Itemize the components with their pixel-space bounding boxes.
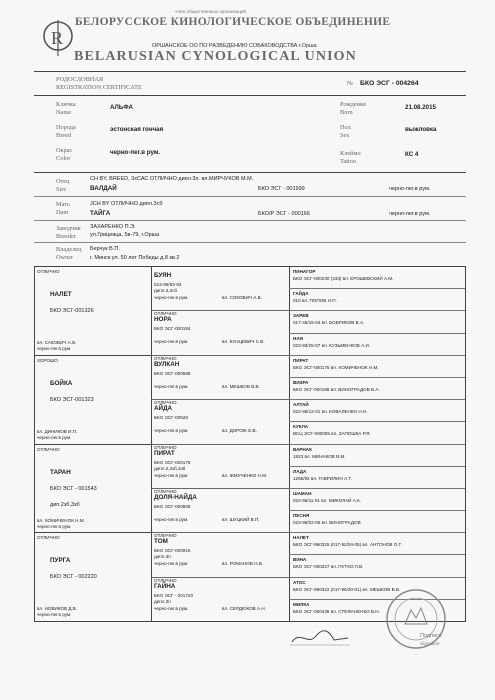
ped3-line: 023-93/25-07 вл. КУЗЬМЕНКОВ А.И. [293, 342, 371, 348]
ped2-name: ТОМ [154, 538, 168, 546]
tattoo-label-en: Tattoo [340, 158, 356, 165]
certificate-number: БКО ЭСГ - 004264 [360, 80, 419, 87]
sire-label-ru: Отец [56, 178, 70, 185]
ped2-name: БУЯН [154, 272, 172, 279]
ped2-reg: БКО ЭСГ-000184 [154, 326, 191, 332]
sire-color: черно-пег.в рум. [389, 186, 431, 192]
ped1-reg: БКО ЭСГ - 001543 [50, 485, 97, 492]
sire-reg: БКО ЭСГ - 001999 [258, 186, 305, 192]
breed-label-ru: Порода [56, 124, 76, 131]
ped1-color: черно-пег.в рум. [37, 523, 72, 529]
certificate-title-en: REGISTRATION CERTIFICATE [56, 84, 142, 91]
signature-label-ru: Подпись [420, 633, 442, 639]
ped3-name: ВАРНАК [293, 446, 312, 452]
org-name-en: BELARUSIAN CYNOLOGICAL UNION [74, 49, 357, 64]
ped3-name: НАЯ [293, 335, 303, 341]
ped2-grade: ОТЛИЧНО [154, 355, 177, 361]
sire-titles: CH BY, BREED, 3хСАС ОТЛИЧНО дипл.3п. вл.МИРЧУКОВ М.М. [90, 176, 254, 182]
ped3-name: АЛТАЙ [293, 402, 309, 408]
ped2-name: ВУЛКАН [154, 360, 180, 368]
ped3-name: ЛАДА [293, 468, 307, 474]
ped1-color: черно-пег.в рум. [37, 434, 72, 440]
born-label-en: Born [340, 109, 353, 116]
ped2-divider [151, 488, 289, 489]
ped2-color: черно-пег.в рум. [154, 605, 189, 611]
color-label-ru: Окрас [56, 147, 73, 154]
ped3-line: БКО ЭСГ-000175 вл. ХОМИЧЕНОК Н.М. [293, 364, 379, 370]
ped2-color: черно-пег.в рум. [154, 561, 189, 567]
ped3-line: 023-96/02-05 вл. ВИНОГРАДОВ [293, 520, 361, 526]
ped2-extra: дипл.3п [154, 554, 171, 560]
ped3-line: 1258/92 вл. ГАВРИЛИН А.Т. [293, 475, 352, 481]
ped2-extra: дипл.2п [154, 598, 171, 604]
ped3-divider [289, 510, 465, 511]
ped3-name: ГАЙДА [293, 291, 309, 297]
ped3-name: ПЕСНЯ [293, 513, 310, 519]
ped2-name: АЙДА [154, 405, 173, 413]
ped1-color: черно-пег.в рум. [37, 612, 72, 618]
ped2-divider [151, 310, 289, 311]
dam-label-en: Dam [56, 209, 69, 216]
ped2-color: черно-пег.в рум. [154, 295, 189, 300]
ped3-name: МИЛКА [293, 601, 310, 607]
dam-reg: БКО/Р ЭСГ - 000166 [258, 211, 310, 217]
ped3-divider [289, 288, 465, 289]
dog-color: черно-пег.в рум. [110, 149, 161, 156]
ped1-owner: вл. НОВИКОВ Д.В. [37, 606, 78, 612]
dog-tattoo: КС 4 [405, 151, 419, 158]
ped2-divider [151, 577, 289, 578]
dam-label-ru: Мать [56, 201, 70, 208]
ped2-owner: вл. СЕРДЮКОВ А.Н. [222, 605, 266, 611]
sire-name: ВАЛДАЙ [90, 185, 117, 192]
ped1-name: ТАРАН [50, 468, 71, 476]
ped2-reg: БКО ЭСГ - 001720 [154, 592, 194, 598]
ped2-divider [151, 532, 289, 533]
dam-titles: JCH BY ОТЛИЧНО дипл.3сб [90, 201, 163, 207]
ped2-grade: ОТЛИЧНО [154, 400, 177, 406]
ped2-reg: БКО ЭСГ-000588 [154, 370, 191, 376]
name-label-ru: Кличка [56, 101, 76, 108]
owner-address: г. Минск ул. 50 лет Победы д.8 кв.2 [90, 255, 180, 261]
owner-name: Берчук В.П. [90, 246, 120, 252]
owner-label-ru: Владелец [56, 246, 82, 253]
breeder-label-en: Breeder [56, 233, 76, 240]
ped2-reg: БКО ЭСГ-000175 [154, 459, 191, 465]
ped3-name: ПИНАГОР [293, 269, 316, 274]
ped1-grade: ОТЛИЧНО [37, 535, 60, 541]
breeder-name: ЗАХАРЕНКО П.Э. [90, 224, 136, 230]
ped3-divider [289, 310, 465, 311]
ped3-line: БКО ЭСГ-000227 вл. ПУТКО Л.В. [293, 564, 364, 570]
ped2-color: черно-пег.в рум. [154, 516, 189, 522]
svg-text:R: R [51, 28, 64, 48]
ped2-name: ГАЙНА [154, 582, 176, 590]
certificate-no-label: № [347, 80, 354, 87]
ped2-grade: ОТЛИЧНО [154, 444, 177, 450]
ped3-line: БКО ЭСГ-000436 вл. СТЕФАНЕНКО В.Н. [293, 608, 380, 614]
ped1-owner: вл. САКОВИЧ А.В. [37, 340, 77, 345]
ped2-divider [151, 355, 289, 356]
sire-label-en: Sire [56, 186, 67, 193]
ped3-divider [289, 355, 465, 356]
ped2-reg: БКО ЭСГ-000916 [154, 548, 191, 554]
certificate-title-ru: РОДОСЛОВНАЯ [56, 76, 104, 83]
ped3-divider [289, 577, 465, 578]
ped1-extra: дип.2зб,3зб [50, 501, 80, 508]
ped2-divider [151, 399, 289, 400]
ped2-name: ПИРАТ [154, 449, 175, 457]
org-name-ru: БЕЛОРУССКОЕ КИНОЛОГИЧЕСКОЕ ОБЪЕДИНЕНИЕ [75, 16, 391, 28]
ped2-extra: дипл.2,3сб [154, 288, 178, 293]
ped3-divider [289, 421, 465, 422]
ped1-owner: вл. ДИНИКОВ И.П. [37, 428, 78, 434]
dog-sex: выжловка [405, 126, 437, 133]
ped1-color: черно-пег.в рум. [37, 346, 72, 351]
ped1-reg: БКО ЭСГ - 002220 [50, 574, 97, 581]
ped3-name: ВИЗРА [293, 379, 309, 385]
ped1-name: НАЛЕТ [50, 291, 72, 298]
breed-label-en: Breed [56, 132, 72, 139]
ped2-owner: вл. СОКОВИЧ А.В. [222, 295, 262, 300]
ped3-name: КУКЛА [293, 424, 309, 430]
ped2-color: черно-пег.в рум. [154, 428, 189, 434]
ped2-grade: ОТЛИЧНО [154, 311, 177, 317]
bko-logo-icon [41, 18, 75, 58]
dog-name: АЛЬФА [110, 104, 133, 111]
breeder-label-ru: Заводчик [56, 225, 81, 232]
ped3-name: ПИРАТ [293, 357, 309, 363]
ped1-name: ПУРГА [50, 557, 71, 565]
ped3-line: 022-96/12-01 вл. КОВАЛЕНКО Н.Н. [293, 409, 368, 415]
ped3-line: БКО ЭСГ-000188 вл. ВИНОГРАДОВ В.А. [293, 386, 380, 392]
ped3-line: 022-96/11-01 вл. МИКОЛАЙ А.К. [293, 497, 362, 503]
ped2-grade: ОТЛИЧНО [154, 577, 177, 583]
ped1-grade: ОТЛИЧНО [37, 269, 60, 274]
ped2-name: ДОЛЯ-НАЙДА [154, 493, 197, 501]
ped2-grade: ОТЛИЧНО [154, 488, 177, 494]
ped3-divider [289, 532, 465, 533]
dam-color: черно-пег.в рум. [389, 211, 431, 217]
ped3-divider [289, 399, 465, 400]
ped3-divider [289, 466, 465, 467]
ped3-name: ШАМАН [293, 490, 312, 496]
ped1-divider [34, 444, 151, 445]
ped3-line: БКО ЭСГ-990322 (017-96/20-01) вл. МЕШКОВ В.В. [293, 586, 401, 592]
ped2-divider [151, 444, 289, 445]
ped3-divider [289, 488, 465, 489]
ped3-name: ВИНА [293, 557, 307, 563]
dam-name: ТАЙГА [90, 210, 111, 217]
ped2-reg: БКО ЭСГ-000808 [154, 503, 191, 509]
ped3-divider [289, 333, 465, 334]
ped3-line: ВСЦ ЭСГ-000005 вл. ЗАПОШКА Р.Я. [293, 431, 371, 437]
owner-label-en: Owner [56, 254, 74, 261]
ped2-owner: вл. РОМАНОВ Н.В. [222, 561, 264, 567]
born-label-ru: Рождение [340, 101, 367, 108]
ped2-owner: вл. ЖМУЧЕНКО Н.М. [222, 472, 268, 478]
ped2-grade: ОТЛИЧНО [154, 533, 177, 539]
signature-mark [290, 628, 350, 653]
signature-label-en: Signature [420, 641, 440, 646]
ped1-reg: БКО ЭСГ-001326 [50, 308, 94, 314]
dog-born: 21.08.2015 [405, 104, 436, 111]
header-top-line: член общественных организаций [175, 9, 246, 14]
ped3-name: ЗАРЕВ [293, 313, 309, 319]
ped3-divider [289, 554, 465, 555]
ped1-grade: ОТЛИЧНО [37, 446, 60, 452]
ped2-name: НОРА [154, 316, 172, 324]
ped2-extra: дипл.2,3зб,3зб [154, 465, 186, 471]
ped3-line: 1823 вл. МИНАКОВ В.М. [293, 453, 346, 459]
ped2-color: черно-пег.в рум. [154, 339, 189, 345]
ped1-reg: БКО ЭСГ-001323 [50, 396, 94, 403]
ped2-owner: вл. ШУЦКИЙ В.П. [222, 516, 260, 522]
ped2-color: черно-пег.в рум. [154, 472, 189, 478]
ped3-divider [289, 444, 465, 445]
ped2-color: черно-пег.в рум. [154, 383, 189, 389]
sex-label-ru: Пол [340, 124, 351, 131]
ped2-owner: вл. МЕШКОВ В.В. [222, 383, 260, 389]
ped1-name: БОЙКА [50, 379, 73, 387]
ped2-owner: вл. КУНЦЕВИЧ С.В. [222, 339, 265, 345]
ped1-divider [34, 532, 151, 533]
sex-label-en: Sex [340, 132, 350, 139]
dog-breed: эстонская гончая [110, 126, 164, 133]
ped2-reg: БКО ЭСГ-00528 [154, 415, 188, 421]
tattoo-label-ru: Клеймо [340, 150, 361, 157]
ped1-grade: ХОРОШО [37, 357, 58, 363]
ped3-line: БКО ЭСГ-960325 (017-92/04-05) вл. АНТОНОВ О.Г. [293, 542, 402, 548]
ped2-owner: вл. ДОРОЖ Е.В. [222, 428, 257, 434]
ped2-reg: 023-96/93-93 [154, 282, 182, 287]
ped3-line: БКО ЭСГ-000230 (333) вл. ЕРОШЕВСКИЙ А.М. [293, 276, 394, 281]
ped3-name: АТОС [293, 579, 306, 585]
breeder-address: ул.Грицевца, 5в-79, г.Орша [90, 232, 160, 238]
ped3-divider [289, 377, 465, 378]
color-label-en: Color [56, 155, 71, 162]
name-label-en: Name [56, 109, 72, 116]
ped3-line: 010 вл. ПОПОВ Н.П. [293, 298, 337, 304]
branch-name: ОРШАНСКОЕ ОО ПО РАЗВЕДЕНИЮ СОБАКОВОДСТВА г.Орша [152, 43, 317, 49]
ped1-divider [34, 355, 151, 356]
ped3-line: 017-46/16-04 вл. БОБРИКОВ В.А. [293, 320, 365, 326]
ped1-owner: вл. ХОМИЧЕНОК Н.М. [37, 517, 85, 523]
ped3-name: НАЛЕТ [293, 535, 309, 541]
